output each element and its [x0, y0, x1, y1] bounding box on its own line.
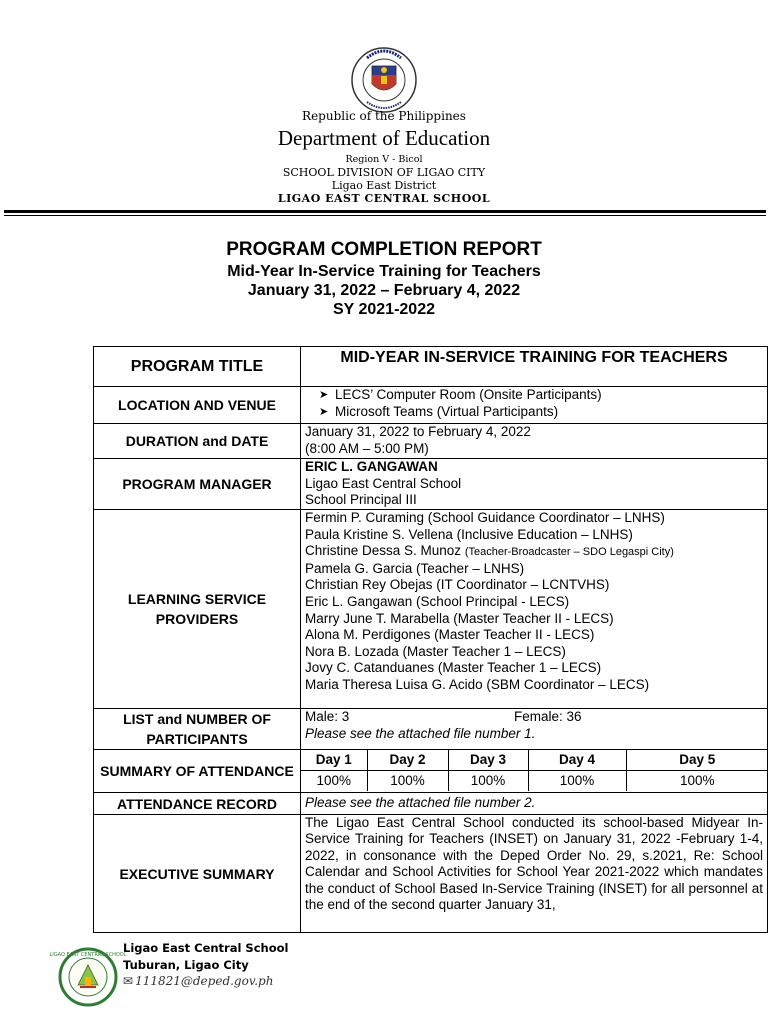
envelope-icon: ✉ [123, 974, 134, 988]
label-providers: LEARNING SERVICE PROVIDERS [94, 510, 301, 709]
manager-position: School Principal III [305, 492, 417, 508]
day-value: 100% [301, 771, 367, 792]
executive-summary-text: The Ligao East Central School conducted its school-based Midyear In-Service Training for Teachers (INSET) on January 31, 2022 -February 1-4, 2022, in consonance with the Deped Order No. 29, s.2021, Re: School Calendar and School Activities for School Year 2021-2022 which mandates the conduct of School Based In-Service Training (INSET) for all personnel at the end of the second quarter January 31, [305, 815, 763, 913]
deped-seal-icon [339, 46, 429, 114]
label-program-title: PROGRAM TITLE [94, 347, 301, 387]
label-attendance-summary: SUMMARY OF ATTENDANCE [94, 750, 301, 793]
day-value: 100% [679, 773, 715, 788]
value-program-title: MID-YEAR IN-SERVICE TRAINING FOR TEACHERS [301, 347, 768, 387]
location-item: ➤ LECS’ Computer Room (Onsite Participants) [319, 387, 602, 402]
arrow-bullet-icon: ➤ [319, 389, 329, 401]
attendance-grid [301, 750, 768, 791]
report-dates: January 31, 2022 – February 4, 2022 [247, 282, 521, 299]
division-text: SCHOOL DIVISION OF LIGAO CITY [282, 166, 486, 179]
department-heading: Department of Education [277, 126, 491, 150]
school-name: LIGAO EAST CENTRAL SCHOOL [277, 192, 491, 205]
republic-heading: Republic of the Philippines [302, 109, 466, 123]
female-count: Female: 36 [514, 709, 582, 724]
row-program-manager [94, 459, 768, 510]
day-value: 100% [528, 771, 626, 792]
district-text: Ligao East District [331, 179, 437, 192]
school-logo-icon [49, 947, 127, 1007]
header-divider-thick [4, 210, 766, 213]
location-item: ➤ Microsoft Teams (Virtual Participants) [319, 403, 559, 419]
provider-item: Pamela G. Garcia (Teacher – LNHS) [305, 560, 525, 576]
day-header: Day 5 [626, 750, 768, 771]
footer-school: Ligao East Central School [123, 941, 289, 955]
provider-role-small: (Teacher-Broadcaster – SDO Legaspi City) [464, 546, 674, 559]
value-executive-summary [301, 815, 768, 933]
report-title: PROGRAM COMPLETION REPORT [226, 239, 542, 260]
duration-dates: January 31, 2022 to February 4, 2022 [305, 424, 531, 439]
program-table [93, 346, 768, 933]
label-participants: LIST and NUMBER OF PARTICIPANTS [94, 709, 301, 750]
header-divider-thin [4, 215, 766, 216]
day-value: 100% [448, 771, 528, 792]
footer-email-line[interactable] [123, 974, 273, 988]
male-count: Male: 3 [305, 709, 350, 724]
attendance-values-row [301, 771, 768, 792]
value-providers [301, 510, 768, 709]
row-duration [94, 424, 768, 459]
provider-item: Jovy C. Catanduanes (Master Teacher 1 – LECS) [305, 660, 602, 676]
attendance-days-row [301, 750, 768, 771]
footer-address: Tuburan, Ligao City [123, 958, 249, 972]
row-participants [94, 709, 768, 750]
label-executive-summary: EXECUTIVE SUMMARY [94, 815, 301, 933]
value-program-manager [301, 459, 768, 510]
row-attendance-summary [94, 750, 768, 793]
provider-item: Paula Kristine S. Vellena (Inclusive Education – LNHS) [305, 526, 633, 542]
logo-text: LIGAO EAST CENTRAL SCHOOL [49, 952, 127, 958]
manager-name: ERIC L. GANGAWAN [305, 459, 438, 474]
footer-email[interactable]: 111821@deped.gov.ph [135, 974, 274, 988]
provider-item: Eric L. Gangawan (School Principal - LECS) [305, 593, 570, 609]
value-location [301, 387, 768, 424]
row-program-title [94, 347, 768, 387]
day-value: 100% [367, 771, 448, 792]
row-executive-summary [94, 815, 768, 933]
provider-item: Maria Theresa Luisa G. Acido (SBM Coordinator – LECS) [305, 676, 650, 692]
label-program-manager: PROGRAM MANAGER [94, 459, 301, 510]
report-subtitle: Mid-Year In-Service Training for Teachers [227, 263, 541, 280]
row-attendance-record [94, 793, 768, 815]
manager-school: Ligao East Central School [305, 475, 462, 491]
value-attendance-record: Please see the attached file number 2. [301, 793, 768, 815]
participants-note: Please see the attached file number 1. [305, 725, 536, 741]
row-providers [94, 510, 768, 709]
day-header: Day 4 [528, 750, 626, 771]
value-attendance-summary [301, 750, 768, 793]
region-text: Region V - Bicol [345, 154, 423, 165]
provider-item: Christine Dessa S. Munoz (Teacher-Broadcaster – SDO Legaspi City) [305, 543, 674, 559]
label-duration: DURATION and DATE [94, 424, 301, 459]
provider-item: Christian Rey Obejas (IT Coordinator – LCNTVHS) [305, 577, 610, 593]
day-header: Day 1 [301, 750, 367, 771]
provider-item: Nora B. Lozada (Master Teacher 1 – LECS) [305, 643, 566, 659]
participant-counts [305, 709, 763, 726]
provider-item: Fermin P. Curaming (School Guidance Coordinator – LNHS) [305, 510, 665, 525]
value-participants [301, 709, 768, 750]
arrow-bullet-icon: ➤ [319, 405, 329, 418]
label-location: LOCATION AND VENUE [94, 387, 301, 424]
row-location [94, 387, 768, 424]
duration-time: (8:00 AM – 5:00 PM) [305, 440, 429, 456]
provider-item: Marry June T. Marabella (Master Teacher II - LECS) [305, 610, 614, 626]
provider-item: Alona M. Perdigones (Master Teacher II - LECS) [305, 627, 595, 643]
label-attendance-record: ATTENDANCE RECORD [94, 793, 301, 815]
value-duration [301, 424, 768, 459]
day-header: Day 2 [367, 750, 448, 771]
day-header: Day 3 [448, 750, 528, 771]
report-school-year: SY 2021-2022 [332, 301, 435, 318]
